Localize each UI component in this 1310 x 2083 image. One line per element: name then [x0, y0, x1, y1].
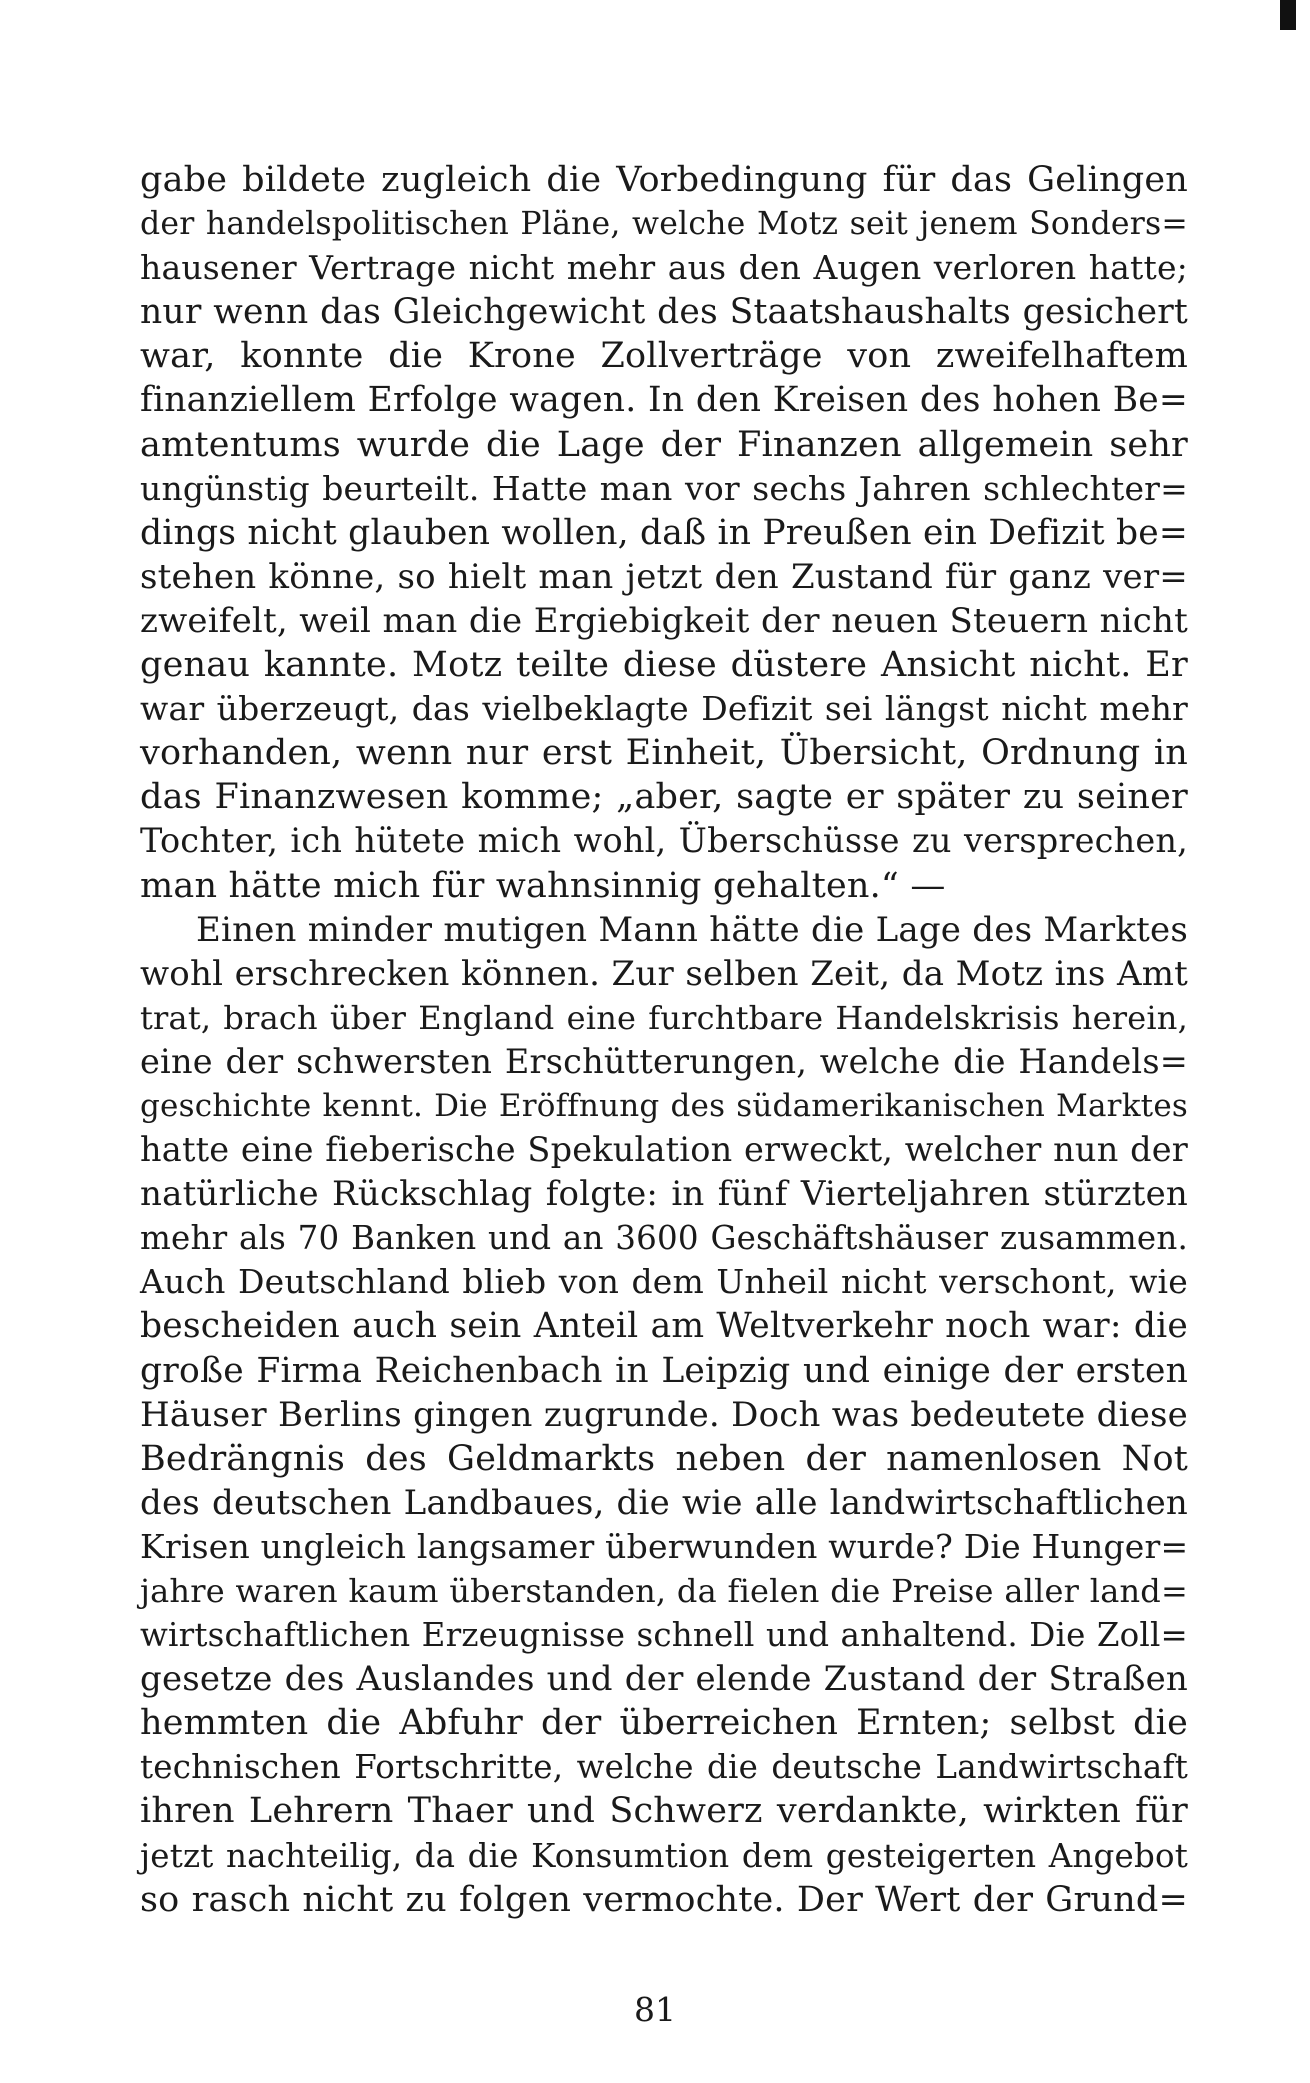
- text-line: hemmten die Abfuhr der überreichen Ernten; selbst die: [140, 1703, 1188, 1744]
- text-line: hausener Vertrage nicht mehr aus den Augen verloren hatte;: [140, 248, 1188, 288]
- text-line: nur wenn das Gleichgewicht des Staatshaushalts gesichert: [140, 292, 1188, 333]
- text-line: ihren Lehrern Thaer und Schwerz verdankte, wirkten für: [140, 1791, 1188, 1832]
- paragraph: [140, 158, 1188, 908]
- text-line: hatte eine fieberische Spekulation erweckt, welcher nun der: [140, 1130, 1188, 1170]
- text-line: war überzeugt, das vielbeklagte Defizit sei längst nicht mehr: [140, 689, 1188, 729]
- text-line: ungünstig beurteilt. Hatte man vor sechs Jahren schlechter=: [140, 468, 1188, 508]
- text-line: so rasch nicht zu folgen vermochte. Der Wert der Grund=: [140, 1879, 1188, 1920]
- page-number: 81: [634, 1990, 676, 2029]
- text-line: des deutschen Landbaues, die wie alle landwirtschaftlichen: [140, 1482, 1188, 1523]
- text-line: man hätte mich für wahnsinnig gehalten.“ —: [140, 865, 946, 906]
- text-line: eine der schwersten Erschütterungen, welche die Handels=: [140, 1041, 1188, 1081]
- text-line: finanziellem Erfolge wagen. In den Kreisen des hohen Be=: [140, 380, 1188, 421]
- text-line: bescheiden auch sein Anteil am Weltverkehr noch war: die: [140, 1306, 1188, 1347]
- text-line: genau kannte. Motz teilte diese düstere Ansicht nicht. Er: [140, 645, 1188, 686]
- text-line: wirtschaftlichen Erzeugnisse schnell und anhaltend. Die Zoll=: [140, 1616, 1188, 1655]
- text-line: geschichte kennt. Die Eröffnung des südamerikanischen Marktes: [140, 1087, 1188, 1124]
- text-line: der handelspolitischen Pläne, welche Motz seit jenem Sonders=: [140, 206, 1188, 243]
- text-line: trat, brach über England eine furchtbare Handelskrisis herein,: [140, 998, 1188, 1037]
- text-line: Häuser Berlins gingen zugrunde. Doch was bedeutete diese: [140, 1394, 1188, 1435]
- paragraph: [140, 908, 1188, 1922]
- text-line: große Firma Reichenbach in Leipzig und einige der ersten: [140, 1350, 1188, 1391]
- text-line: zweifelt, weil man die Ergiebigkeit der neuen Steuern nicht: [140, 600, 1188, 641]
- text-line: wohl erschrecken können. Zur selben Zeit, da Motz ins Amt: [140, 953, 1188, 994]
- text-line: gesetze des Auslandes und der elende Zustand der Straßen: [140, 1659, 1188, 1700]
- text-line: technischen Fortschritte, welche die deutsche Landwirtschaft: [140, 1748, 1188, 1787]
- text-line: Tochter, ich hütete mich wohl, Überschüsse zu versprechen,: [140, 821, 1188, 861]
- text-line: amtentums wurde die Lage der Finanzen allgemein sehr: [140, 424, 1188, 465]
- text-line: Krisen ungleich langsamer überwunden wurde? Die Hunger=: [140, 1526, 1189, 1566]
- text-line: war, konnte die Krone Zollverträge von zweifelhaftem: [140, 336, 1188, 377]
- text-line: Bedrängnis des Geldmarkts neben der namenlosen Not: [140, 1438, 1188, 1479]
- text-line: jahre waren kaum überstanden, da fielen die Preise aller land=: [140, 1572, 1188, 1610]
- text-line: dings nicht glauben wollen, daß in Preußen ein Defizit be=: [140, 512, 1188, 553]
- corner-mark: [1280, 0, 1296, 30]
- text-line: mehr als 70 Banken und an 3600 Geschäftshäuser zusammen.: [140, 1219, 1188, 1258]
- text-line: gabe bildete zugleich die Vorbedingung für das Gelingen: [140, 160, 1188, 200]
- text-line: Auch Deutschland blieb von dem Unheil nicht verschont, wie: [140, 1262, 1188, 1302]
- text-line: Einen minder mutigen Mann hätte die Lage des Marktes: [196, 909, 1188, 950]
- text-line: das Finanzwesen komme; „aber, sagte er später zu seiner: [140, 777, 1188, 818]
- text-line: natürliche Rückschlag folgte: in fünf Vierteljahren stürzten: [140, 1174, 1188, 1215]
- text-line: vorhanden, wenn nur erst Einheit, Übersicht, Ordnung in: [140, 733, 1188, 774]
- text-line: stehen könne, so hielt man jetzt den Zustand für ganz ver=: [140, 556, 1188, 597]
- text-line: jetzt nachteilig, da die Konsumtion dem gesteigerten Angebot: [140, 1836, 1188, 1875]
- body-text: [140, 158, 1188, 1922]
